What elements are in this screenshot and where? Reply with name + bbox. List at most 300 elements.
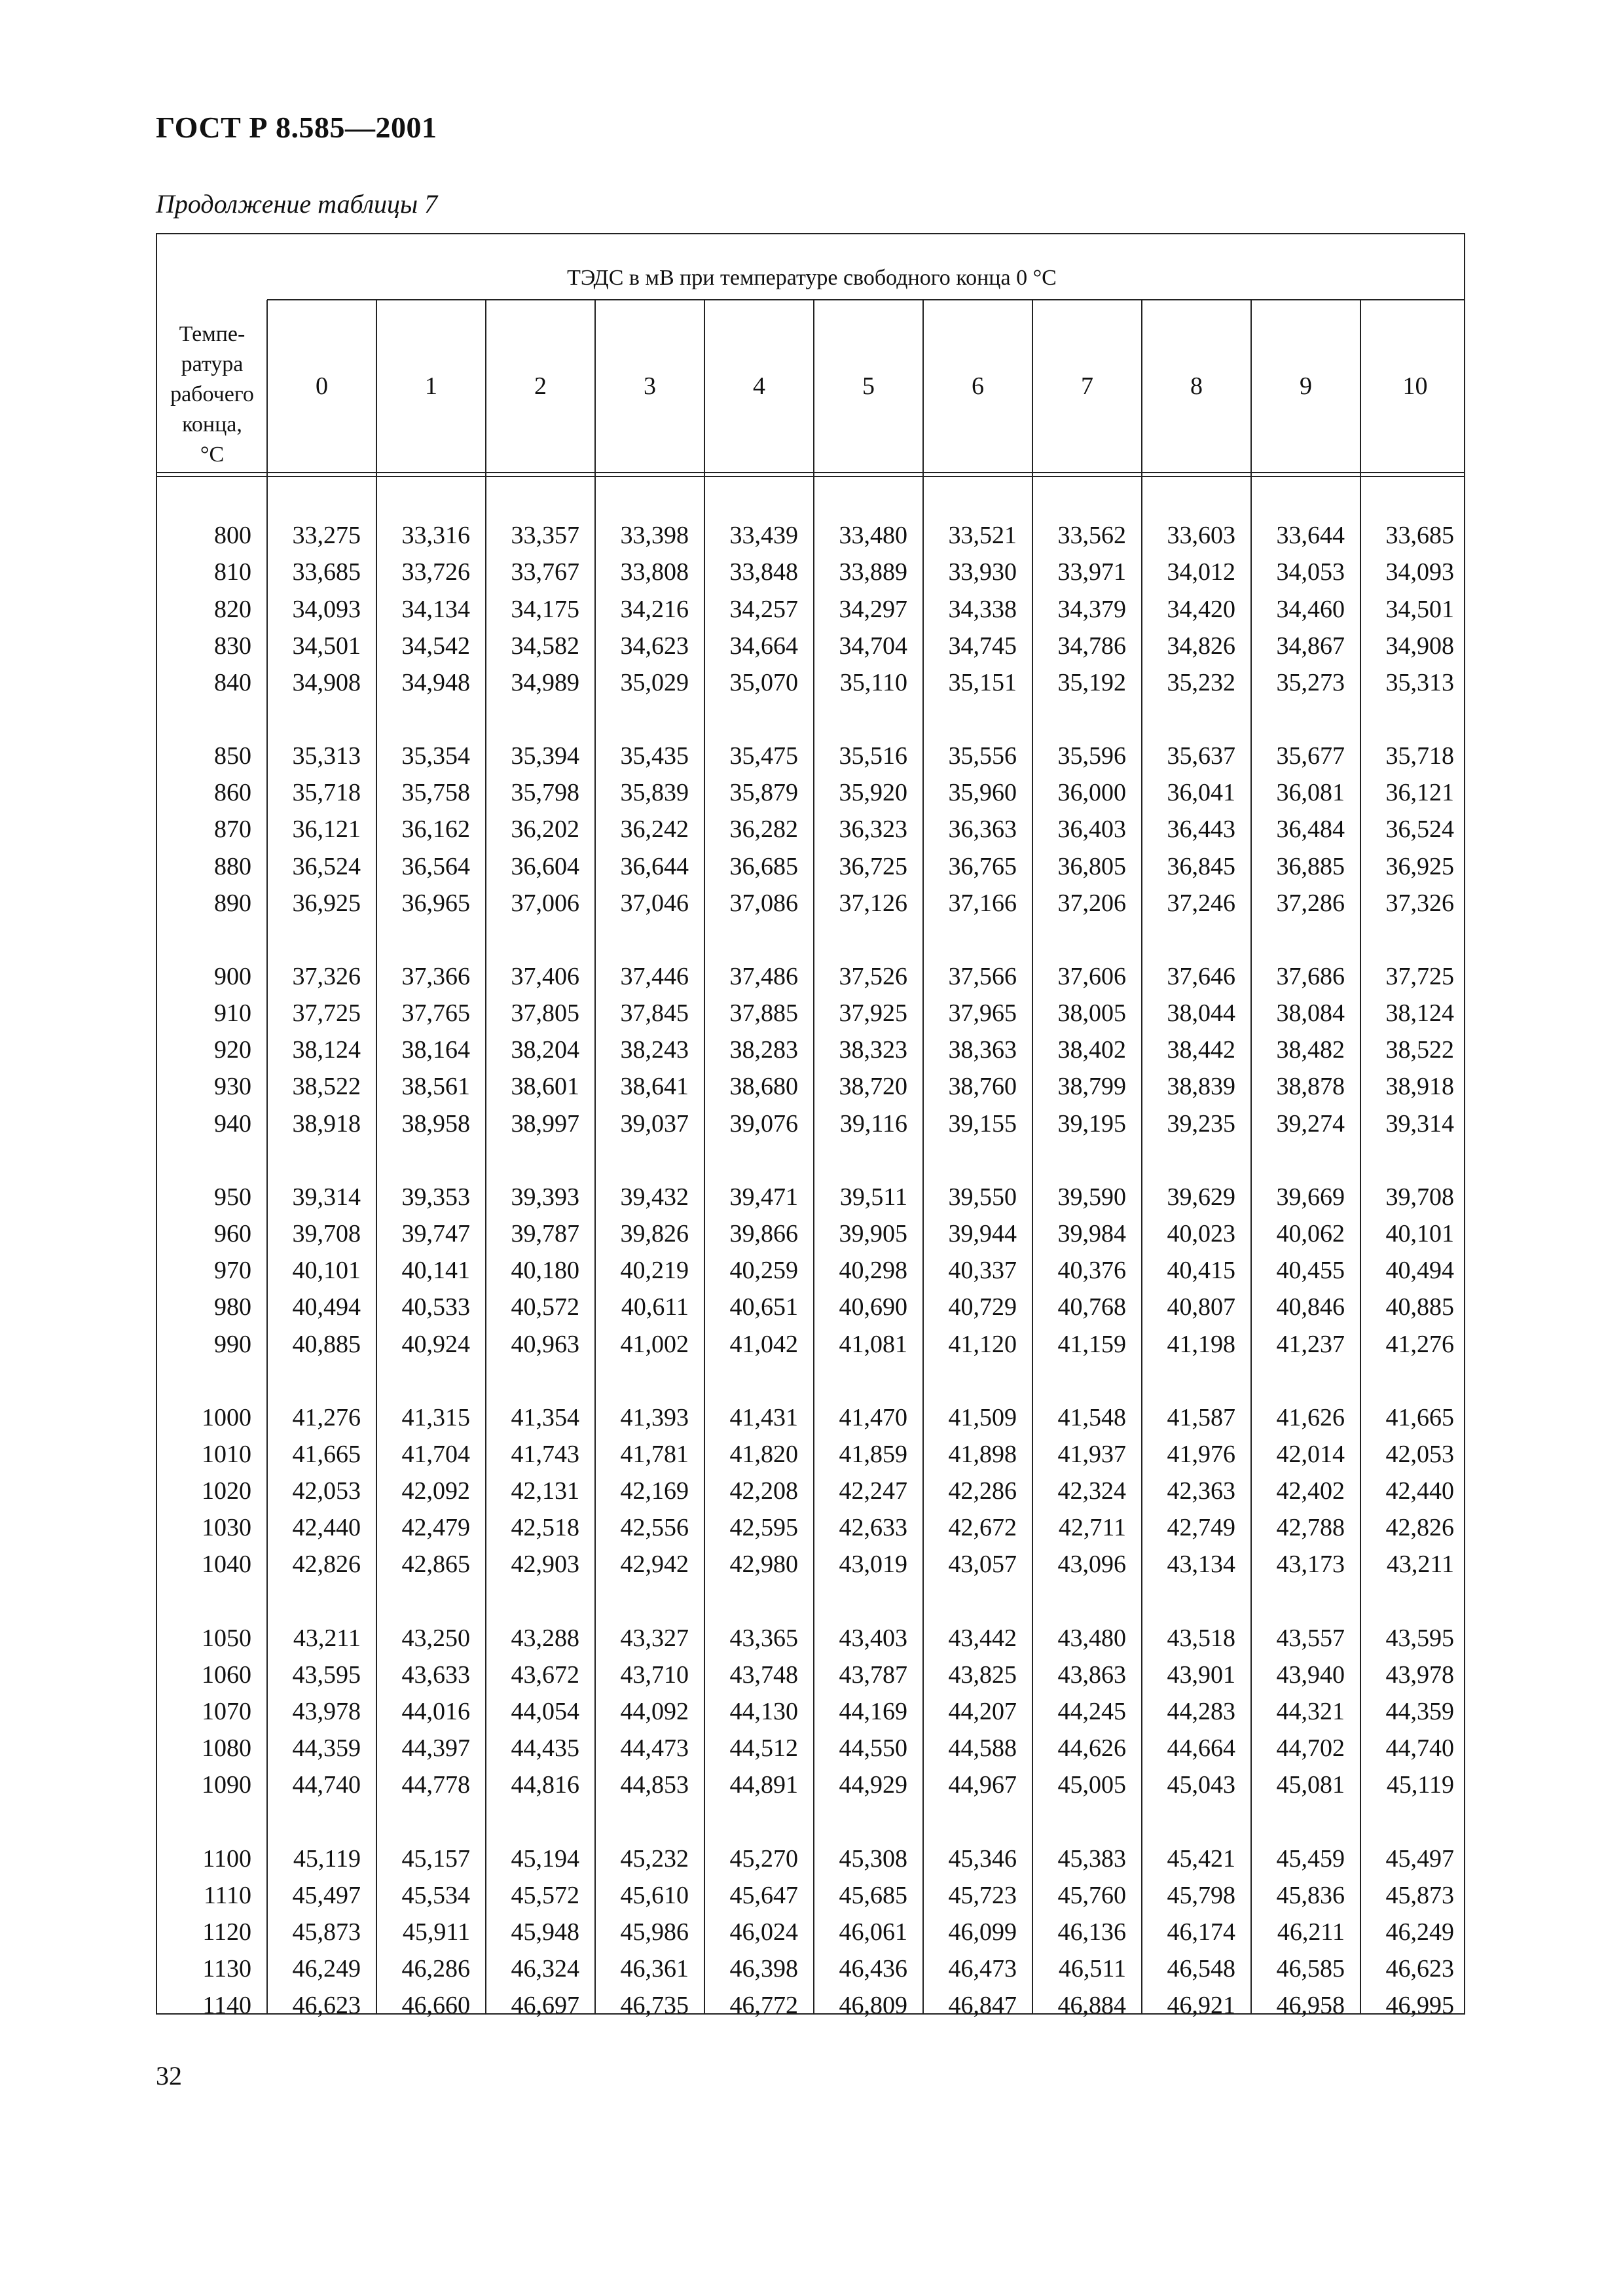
emf-value-cell: 39,629 bbox=[1167, 1183, 1235, 1211]
emf-value-cell: 36,845 bbox=[1167, 852, 1235, 880]
emf-value-cell: 41,393 bbox=[620, 1403, 689, 1431]
emf-value-cell: 35,354 bbox=[401, 742, 470, 770]
emf-value-cell: 34,053 bbox=[1276, 558, 1345, 586]
row-temperature: 1120 bbox=[202, 1918, 251, 1946]
emf-value-cell: 39,905 bbox=[839, 1220, 907, 1248]
emf-value-cell: 36,282 bbox=[729, 816, 798, 844]
row-temperature: 940 bbox=[214, 1109, 251, 1138]
emf-value-cell: 44,891 bbox=[729, 1771, 798, 1799]
emf-value-cell: 38,084 bbox=[1276, 999, 1345, 1028]
emf-value-cell: 38,044 bbox=[1167, 999, 1235, 1028]
emf-value-cell: 38,918 bbox=[1385, 1073, 1454, 1101]
emf-value-cell: 39,708 bbox=[1385, 1183, 1454, 1211]
emf-value-cell: 39,116 bbox=[839, 1109, 907, 1138]
emf-value-cell: 44,816 bbox=[511, 1771, 579, 1799]
emf-value-cell: 38,799 bbox=[1057, 1073, 1126, 1101]
row-temperature: 890 bbox=[214, 889, 251, 917]
emf-value-cell: 34,826 bbox=[1167, 632, 1235, 660]
emf-value-cell: 40,062 bbox=[1276, 1220, 1345, 1248]
row-temperature: 910 bbox=[214, 999, 251, 1028]
row-temperature: 1030 bbox=[202, 1514, 251, 1542]
emf-value-cell: 39,471 bbox=[729, 1183, 798, 1211]
emf-value-cell: 41,431 bbox=[729, 1403, 798, 1431]
emf-value-cell: 35,839 bbox=[620, 779, 689, 807]
emf-value-cell: 35,475 bbox=[729, 742, 798, 770]
emf-value-cell: 41,976 bbox=[1167, 1440, 1235, 1468]
emf-value-cell: 45,232 bbox=[620, 1844, 689, 1873]
emf-value-cell: 36,965 bbox=[401, 889, 470, 917]
emf-value-cell: 46,324 bbox=[511, 1955, 579, 1983]
emf-value-cell: 37,566 bbox=[948, 963, 1017, 991]
row-temperature: 1090 bbox=[202, 1771, 251, 1799]
row-temperature: 1070 bbox=[202, 1698, 251, 1726]
emf-value-cell: 46,958 bbox=[1276, 1992, 1345, 2020]
emf-value-cell: 37,166 bbox=[948, 889, 1017, 917]
emf-value-cell: 33,439 bbox=[729, 522, 798, 550]
emf-value-cell: 37,446 bbox=[620, 963, 689, 991]
emf-value-cell: 35,070 bbox=[729, 668, 798, 696]
emf-value-cell: 40,219 bbox=[620, 1257, 689, 1285]
emf-value-cell: 39,550 bbox=[948, 1183, 1017, 1211]
emf-value-cell: 38,522 bbox=[1385, 1036, 1454, 1064]
emf-value-cell: 36,805 bbox=[1057, 852, 1126, 880]
emf-value-cell: 34,745 bbox=[948, 632, 1017, 660]
emf-value-cell: 39,747 bbox=[401, 1220, 470, 1248]
row-temperature: 1100 bbox=[202, 1844, 251, 1873]
column-header: 3 bbox=[644, 372, 656, 400]
emf-value-cell: 35,920 bbox=[839, 779, 907, 807]
stub-header-line: °С bbox=[200, 442, 225, 467]
emf-value-cell: 45,157 bbox=[401, 1844, 470, 1873]
emf-value-cell: 42,711 bbox=[1058, 1514, 1126, 1542]
emf-value-cell: 43,595 bbox=[1385, 1624, 1454, 1652]
emf-value-cell: 37,646 bbox=[1167, 963, 1235, 991]
emf-value-cell: 38,561 bbox=[401, 1073, 470, 1101]
emf-value-cell: 44,359 bbox=[1385, 1698, 1454, 1726]
emf-value-cell: 46,286 bbox=[401, 1955, 470, 1983]
emf-value-cell: 33,685 bbox=[292, 558, 361, 586]
emf-value-cell: 43,901 bbox=[1167, 1660, 1235, 1689]
emf-value-cell: 41,081 bbox=[839, 1330, 907, 1358]
emf-value-cell: 39,037 bbox=[620, 1109, 689, 1138]
emf-value-cell: 36,121 bbox=[1385, 779, 1454, 807]
emf-value-cell: 43,365 bbox=[729, 1624, 798, 1652]
emf-value-cell: 39,314 bbox=[292, 1183, 361, 1211]
emf-value-cell: 33,357 bbox=[511, 522, 579, 550]
emf-value-cell: 38,918 bbox=[292, 1109, 361, 1138]
emf-value-cell: 45,459 bbox=[1276, 1844, 1345, 1873]
emf-value-cell: 45,948 bbox=[511, 1918, 579, 1946]
emf-value-cell: 42,440 bbox=[1385, 1477, 1454, 1505]
emf-value-cell: 42,092 bbox=[401, 1477, 470, 1505]
emf-value-cell: 42,131 bbox=[511, 1477, 579, 1505]
emf-value-cell: 45,081 bbox=[1276, 1771, 1345, 1799]
emf-value-cell: 39,353 bbox=[401, 1183, 470, 1211]
emf-value-cell: 45,308 bbox=[839, 1844, 907, 1873]
table-caption: Продолжение таблицы 7 bbox=[156, 189, 438, 219]
emf-value-cell: 38,124 bbox=[292, 1036, 361, 1064]
emf-value-cell: 38,641 bbox=[620, 1073, 689, 1101]
emf-value-cell: 38,402 bbox=[1057, 1036, 1126, 1064]
emf-value-cell: 42,014 bbox=[1276, 1440, 1345, 1468]
emf-value-cell: 43,327 bbox=[620, 1624, 689, 1652]
emf-value-cell: 39,866 bbox=[729, 1220, 798, 1248]
emf-value-cell: 46,249 bbox=[1385, 1918, 1454, 1946]
emf-value-cell: 41,002 bbox=[620, 1330, 689, 1358]
emf-value-cell: 40,651 bbox=[729, 1293, 798, 1321]
emf-value-cell: 45,723 bbox=[948, 1881, 1017, 1909]
emf-value-cell: 45,005 bbox=[1057, 1771, 1126, 1799]
emf-value-cell: 41,704 bbox=[401, 1440, 470, 1468]
row-temperature: 880 bbox=[214, 852, 251, 880]
emf-value-cell: 46,697 bbox=[511, 1992, 579, 2020]
emf-value-cell: 38,243 bbox=[620, 1036, 689, 1064]
emf-value-cell: 46,361 bbox=[620, 1955, 689, 1983]
emf-value-cell: 37,366 bbox=[401, 963, 470, 991]
emf-value-cell: 37,965 bbox=[948, 999, 1017, 1028]
emf-value-cell: 38,680 bbox=[729, 1073, 798, 1101]
emf-value-cell: 45,836 bbox=[1276, 1881, 1345, 1909]
emf-value-cell: 40,494 bbox=[1385, 1257, 1454, 1285]
emf-value-cell: 43,787 bbox=[839, 1660, 907, 1689]
emf-value-cell: 45,873 bbox=[292, 1918, 361, 1946]
emf-value-cell: 40,376 bbox=[1057, 1257, 1126, 1285]
emf-value-cell: 38,005 bbox=[1057, 999, 1126, 1028]
emf-value-cell: 35,313 bbox=[1385, 668, 1454, 696]
emf-value-cell: 40,101 bbox=[1385, 1220, 1454, 1248]
emf-value-cell: 41,120 bbox=[948, 1330, 1017, 1358]
emf-value-cell: 44,512 bbox=[729, 1734, 798, 1763]
emf-value-cell: 44,626 bbox=[1057, 1734, 1126, 1763]
emf-value-cell: 43,978 bbox=[292, 1698, 361, 1726]
emf-value-cell: 35,273 bbox=[1276, 668, 1345, 696]
emf-value-cell: 35,596 bbox=[1057, 742, 1126, 770]
emf-value-cell: 43,288 bbox=[511, 1624, 579, 1652]
row-temperature: 1060 bbox=[202, 1660, 251, 1689]
emf-value-cell: 46,623 bbox=[292, 1992, 361, 2020]
emf-value-cell: 43,480 bbox=[1057, 1624, 1126, 1652]
thermo-emf-table bbox=[156, 233, 1465, 2020]
row-temperature: 850 bbox=[214, 742, 251, 770]
emf-value-cell: 35,677 bbox=[1276, 742, 1345, 770]
emf-value-cell: 44,283 bbox=[1167, 1698, 1235, 1726]
emf-value-cell: 36,524 bbox=[292, 852, 361, 880]
emf-value-cell: 40,729 bbox=[948, 1293, 1017, 1321]
row-temperature: 900 bbox=[214, 963, 251, 991]
emf-value-cell: 36,242 bbox=[620, 816, 689, 844]
emf-value-cell: 33,398 bbox=[620, 522, 689, 550]
emf-value-cell: 46,623 bbox=[1385, 1955, 1454, 1983]
emf-value-cell: 34,338 bbox=[948, 595, 1017, 623]
emf-value-cell: 36,162 bbox=[401, 816, 470, 844]
emf-value-cell: 40,924 bbox=[401, 1330, 470, 1358]
emf-value-cell: 41,743 bbox=[511, 1440, 579, 1468]
emf-value-cell: 37,606 bbox=[1057, 963, 1126, 991]
emf-value-cell: 37,686 bbox=[1276, 963, 1345, 991]
emf-value-cell: 40,885 bbox=[1385, 1293, 1454, 1321]
row-temperature: 980 bbox=[214, 1293, 251, 1321]
row-temperature: 1010 bbox=[202, 1440, 251, 1468]
emf-value-cell: 45,194 bbox=[511, 1844, 579, 1873]
emf-value-cell: 33,726 bbox=[401, 558, 470, 586]
emf-value-cell: 46,735 bbox=[620, 1992, 689, 2020]
emf-value-cell: 38,124 bbox=[1385, 999, 1454, 1028]
emf-value-cell: 42,633 bbox=[839, 1514, 907, 1542]
emf-value-cell: 36,484 bbox=[1276, 816, 1345, 844]
table-stub-header bbox=[157, 319, 267, 470]
emf-value-cell: 42,169 bbox=[620, 1477, 689, 1505]
stub-header-line: ратура bbox=[181, 352, 244, 376]
emf-value-cell: 45,421 bbox=[1167, 1844, 1235, 1873]
emf-value-cell: 46,174 bbox=[1167, 1918, 1235, 1946]
emf-value-cell: 45,572 bbox=[511, 1881, 579, 1909]
emf-value-cell: 38,878 bbox=[1276, 1073, 1345, 1101]
emf-value-cell: 43,442 bbox=[948, 1624, 1017, 1652]
emf-value-cell: 42,595 bbox=[729, 1514, 798, 1542]
emf-value-cell: 43,557 bbox=[1276, 1624, 1345, 1652]
emf-value-cell: 39,314 bbox=[1385, 1109, 1454, 1138]
emf-value-cell: 33,562 bbox=[1057, 522, 1126, 550]
emf-value-cell: 42,053 bbox=[1385, 1440, 1454, 1468]
emf-value-cell: 41,354 bbox=[511, 1403, 579, 1431]
emf-value-cell: 46,099 bbox=[948, 1918, 1017, 1946]
emf-value-cell: 44,397 bbox=[401, 1734, 470, 1763]
row-temperature: 960 bbox=[214, 1220, 251, 1248]
emf-value-cell: 42,942 bbox=[620, 1551, 689, 1579]
emf-value-cell: 38,958 bbox=[401, 1109, 470, 1138]
emf-value-cell: 46,660 bbox=[401, 1992, 470, 2020]
emf-value-cell: 35,718 bbox=[292, 779, 361, 807]
emf-value-cell: 37,406 bbox=[511, 963, 579, 991]
emf-value-cell: 33,685 bbox=[1385, 522, 1454, 550]
emf-value-cell: 40,807 bbox=[1167, 1293, 1235, 1321]
emf-value-cell: 41,315 bbox=[401, 1403, 470, 1431]
emf-value-cell: 42,672 bbox=[948, 1514, 1017, 1542]
emf-value-cell: 41,898 bbox=[948, 1440, 1017, 1468]
emf-value-cell: 46,772 bbox=[729, 1992, 798, 2020]
emf-value-cell: 40,611 bbox=[621, 1293, 689, 1321]
emf-value-cell: 40,572 bbox=[511, 1293, 579, 1321]
emf-value-cell: 43,940 bbox=[1276, 1660, 1345, 1689]
emf-value-cell: 33,521 bbox=[948, 522, 1017, 550]
emf-value-cell: 44,588 bbox=[948, 1734, 1017, 1763]
emf-value-cell: 40,963 bbox=[511, 1330, 579, 1358]
emf-value-cell: 40,533 bbox=[401, 1293, 470, 1321]
emf-value-cell: 34,704 bbox=[839, 632, 907, 660]
emf-value-cell: 36,121 bbox=[292, 816, 361, 844]
emf-value-cell: 34,542 bbox=[401, 632, 470, 660]
emf-value-cell: 40,337 bbox=[948, 1257, 1017, 1285]
row-temperature: 990 bbox=[214, 1330, 251, 1358]
emf-value-cell: 44,092 bbox=[620, 1698, 689, 1726]
emf-value-cell: 33,316 bbox=[401, 522, 470, 550]
emf-value-cell: 46,548 bbox=[1167, 1955, 1235, 1983]
emf-value-cell: 36,363 bbox=[948, 816, 1017, 844]
emf-value-cell: 42,440 bbox=[292, 1514, 361, 1542]
emf-value-cell: 43,672 bbox=[511, 1660, 579, 1689]
emf-value-cell: 44,321 bbox=[1276, 1698, 1345, 1726]
emf-value-cell: 35,960 bbox=[948, 779, 1017, 807]
emf-value-cell: 36,644 bbox=[620, 852, 689, 880]
emf-value-cell: 33,767 bbox=[511, 558, 579, 586]
emf-value-cell: 34,623 bbox=[620, 632, 689, 660]
emf-value-cell: 41,820 bbox=[729, 1440, 798, 1468]
emf-value-cell: 41,781 bbox=[620, 1440, 689, 1468]
emf-value-cell: 46,884 bbox=[1057, 1992, 1126, 2020]
row-temperature: 1130 bbox=[202, 1955, 251, 1983]
row-temperature: 820 bbox=[214, 595, 251, 623]
table-super-header: ТЭДС в мВ при температуре свободного конца 0 °С bbox=[567, 266, 1057, 290]
emf-value-cell: 34,420 bbox=[1167, 595, 1235, 623]
emf-value-cell: 33,644 bbox=[1276, 522, 1345, 550]
emf-value-cell: 45,270 bbox=[729, 1844, 798, 1873]
emf-value-cell: 40,023 bbox=[1167, 1220, 1235, 1248]
emf-value-cell: 44,359 bbox=[292, 1734, 361, 1763]
emf-value-cell: 41,276 bbox=[1385, 1330, 1454, 1358]
emf-value-cell: 41,237 bbox=[1276, 1330, 1345, 1358]
row-temperature: 870 bbox=[214, 816, 251, 844]
emf-value-cell: 38,164 bbox=[401, 1036, 470, 1064]
emf-value-cell: 43,633 bbox=[401, 1660, 470, 1689]
emf-value-cell: 35,110 bbox=[839, 668, 907, 696]
emf-value-cell: 35,394 bbox=[511, 742, 579, 770]
emf-value-cell: 43,710 bbox=[620, 1660, 689, 1689]
emf-value-cell: 34,093 bbox=[1385, 558, 1454, 586]
emf-value-cell: 36,323 bbox=[839, 816, 907, 844]
emf-value-cell: 35,232 bbox=[1167, 668, 1235, 696]
emf-value-cell: 37,725 bbox=[1385, 963, 1454, 991]
emf-value-cell: 41,159 bbox=[1057, 1330, 1126, 1358]
stub-header-line: Темпе- bbox=[179, 322, 246, 346]
emf-value-cell: 44,435 bbox=[511, 1734, 579, 1763]
emf-value-cell: 34,460 bbox=[1276, 595, 1345, 623]
emf-value-cell: 43,748 bbox=[729, 1660, 798, 1689]
emf-value-cell: 37,526 bbox=[839, 963, 907, 991]
emf-value-cell: 37,006 bbox=[511, 889, 579, 917]
emf-value-cell: 37,206 bbox=[1057, 889, 1126, 917]
emf-value-cell: 38,204 bbox=[511, 1036, 579, 1064]
emf-value-cell: 38,482 bbox=[1276, 1036, 1345, 1064]
emf-value-cell: 33,930 bbox=[948, 558, 1017, 586]
row-temperature: 1020 bbox=[202, 1477, 251, 1505]
emf-value-cell: 34,257 bbox=[729, 595, 798, 623]
emf-value-cell: 39,787 bbox=[511, 1220, 579, 1248]
emf-value-cell: 44,778 bbox=[401, 1771, 470, 1799]
emf-value-cell: 44,016 bbox=[401, 1698, 470, 1726]
emf-value-cell: 42,865 bbox=[401, 1551, 470, 1579]
row-temperature: 830 bbox=[214, 632, 251, 660]
emf-value-cell: 44,853 bbox=[620, 1771, 689, 1799]
emf-value-cell: 45,043 bbox=[1167, 1771, 1235, 1799]
emf-value-cell: 44,929 bbox=[839, 1771, 907, 1799]
emf-value-cell: 37,845 bbox=[620, 999, 689, 1028]
emf-value-cell: 45,760 bbox=[1057, 1881, 1126, 1909]
emf-value-cell: 44,245 bbox=[1057, 1698, 1126, 1726]
emf-value-cell: 34,908 bbox=[1385, 632, 1454, 660]
emf-value-cell: 45,119 bbox=[1386, 1771, 1454, 1799]
emf-value-cell: 40,885 bbox=[292, 1330, 361, 1358]
emf-value-cell: 34,297 bbox=[839, 595, 907, 623]
emf-value-cell: 35,029 bbox=[620, 668, 689, 696]
row-temperature: 1080 bbox=[202, 1734, 251, 1763]
emf-value-cell: 39,708 bbox=[292, 1220, 361, 1248]
emf-value-cell: 41,509 bbox=[948, 1403, 1017, 1431]
emf-value-cell: 36,885 bbox=[1276, 852, 1345, 880]
emf-value-cell: 44,664 bbox=[1167, 1734, 1235, 1763]
emf-value-cell: 41,470 bbox=[839, 1403, 907, 1431]
emf-value-cell: 44,054 bbox=[511, 1698, 579, 1726]
row-temperature: 950 bbox=[214, 1183, 251, 1211]
emf-value-cell: 34,134 bbox=[401, 595, 470, 623]
emf-value-cell: 35,718 bbox=[1385, 742, 1454, 770]
page-number: 32 bbox=[156, 2061, 182, 2090]
emf-value-cell: 36,925 bbox=[1385, 852, 1454, 880]
emf-value-cell: 34,786 bbox=[1057, 632, 1126, 660]
emf-value-cell: 38,601 bbox=[511, 1073, 579, 1101]
emf-value-cell: 33,848 bbox=[729, 558, 798, 586]
emf-value-cell: 45,798 bbox=[1167, 1881, 1235, 1909]
emf-value-cell: 42,826 bbox=[1385, 1514, 1454, 1542]
emf-value-cell: 38,522 bbox=[292, 1073, 361, 1101]
emf-value-cell: 35,192 bbox=[1057, 668, 1126, 696]
emf-value-cell: 45,911 bbox=[402, 1918, 470, 1946]
emf-value-cell: 36,524 bbox=[1385, 816, 1454, 844]
emf-value-cell: 37,286 bbox=[1276, 889, 1345, 917]
emf-value-cell: 39,826 bbox=[620, 1220, 689, 1248]
emf-value-cell: 44,207 bbox=[948, 1698, 1017, 1726]
emf-value-cell: 42,749 bbox=[1167, 1514, 1235, 1542]
stub-header-line: рабочего bbox=[170, 382, 254, 406]
emf-value-cell: 39,511 bbox=[839, 1183, 907, 1211]
emf-value-cell: 39,235 bbox=[1167, 1109, 1235, 1138]
emf-value-cell: 37,885 bbox=[729, 999, 798, 1028]
emf-value-cell: 45,497 bbox=[292, 1881, 361, 1909]
row-temperature: 1050 bbox=[202, 1624, 251, 1652]
emf-value-cell: 42,402 bbox=[1276, 1477, 1345, 1505]
column-header: 1 bbox=[425, 372, 437, 400]
emf-value-cell: 39,984 bbox=[1057, 1220, 1126, 1248]
emf-value-cell: 39,195 bbox=[1057, 1109, 1126, 1138]
emf-value-cell: 37,925 bbox=[839, 999, 907, 1028]
row-temperature: 1000 bbox=[202, 1403, 251, 1431]
emf-value-cell: 44,740 bbox=[1385, 1734, 1454, 1763]
column-header: 6 bbox=[972, 372, 984, 400]
emf-value-cell: 36,041 bbox=[1167, 779, 1235, 807]
emf-value-cell: 42,556 bbox=[620, 1514, 689, 1542]
emf-value-cell: 37,086 bbox=[729, 889, 798, 917]
emf-value-cell: 34,501 bbox=[1385, 595, 1454, 623]
row-temperature: 1110 bbox=[203, 1881, 251, 1909]
emf-value-cell: 34,908 bbox=[292, 668, 361, 696]
emf-value-cell: 36,725 bbox=[839, 852, 907, 880]
emf-value-cell: 35,151 bbox=[948, 668, 1017, 696]
emf-value-cell: 46,511 bbox=[1058, 1955, 1126, 1983]
emf-value-cell: 36,564 bbox=[401, 852, 470, 880]
emf-value-cell: 42,053 bbox=[292, 1477, 361, 1505]
emf-value-cell: 37,725 bbox=[292, 999, 361, 1028]
emf-value-cell: 36,443 bbox=[1167, 816, 1235, 844]
emf-value-cell: 35,879 bbox=[729, 779, 798, 807]
emf-value-cell: 45,610 bbox=[620, 1881, 689, 1909]
emf-value-cell: 37,326 bbox=[1385, 889, 1454, 917]
emf-value-cell: 43,019 bbox=[839, 1551, 907, 1579]
row-temperature: 840 bbox=[214, 668, 251, 696]
emf-value-cell: 46,061 bbox=[839, 1918, 907, 1946]
document-title: ГОСТ Р 8.585—2001 bbox=[156, 111, 437, 144]
emf-value-cell: 44,967 bbox=[948, 1771, 1017, 1799]
emf-value-cell: 35,313 bbox=[292, 742, 361, 770]
emf-value-cell: 46,995 bbox=[1385, 1992, 1454, 2020]
